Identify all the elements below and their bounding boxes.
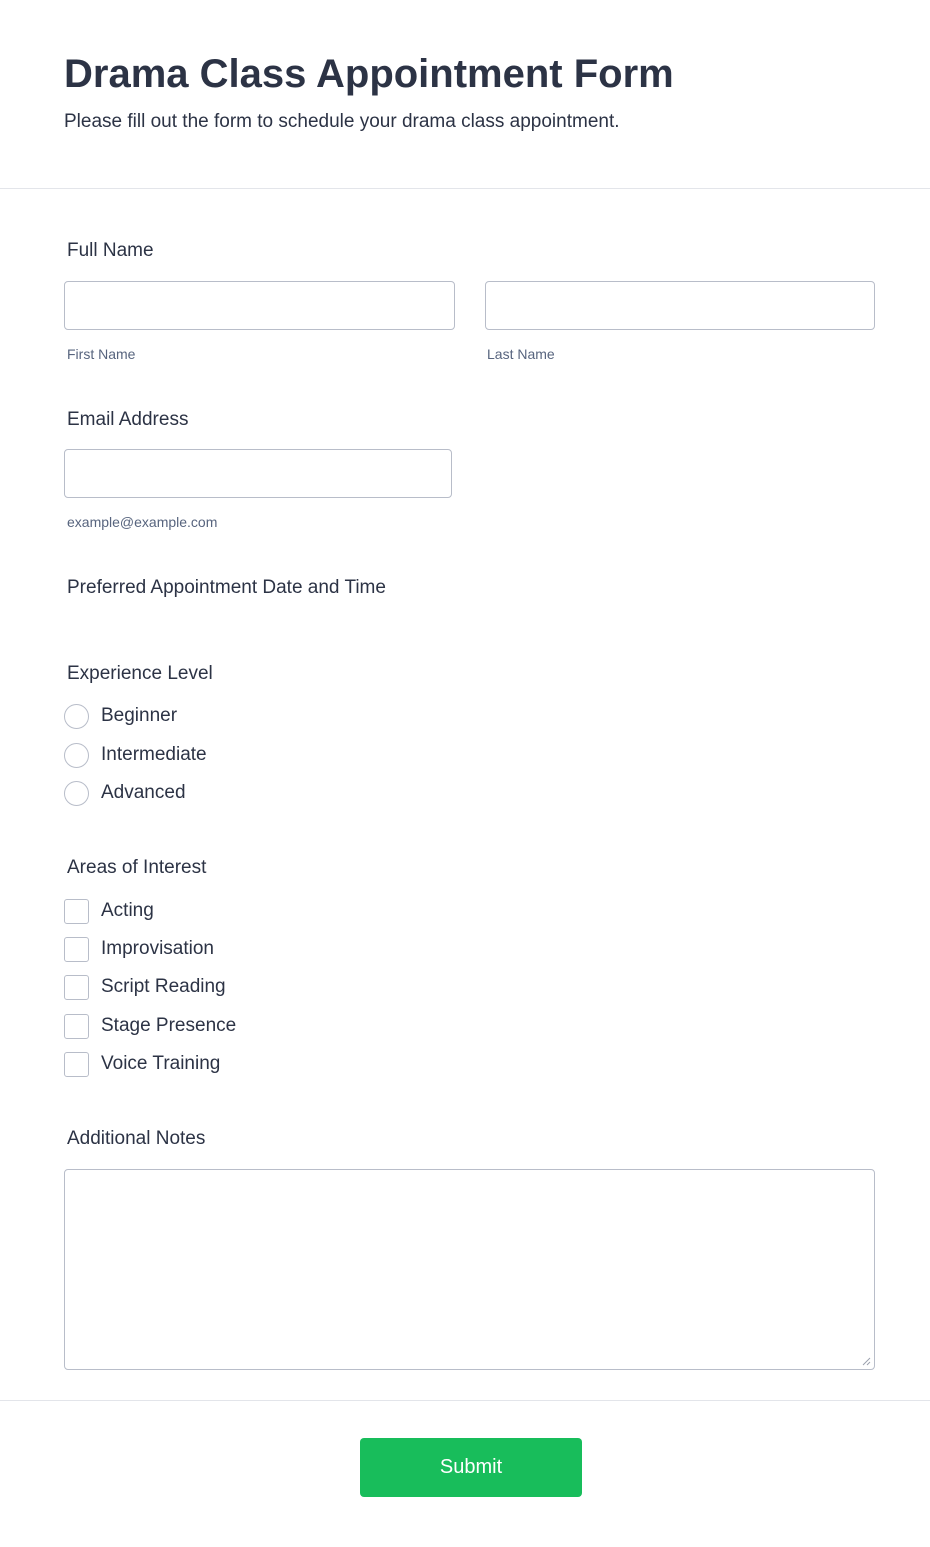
interest-option-stage-presence[interactable] [64,1013,236,1039]
interest-option-improvisation[interactable] [64,936,214,962]
email-label: Email Address [67,409,189,430]
option-label: Advanced [101,782,186,803]
radio-button[interactable] [64,781,89,806]
first-name-sublabel: First Name [67,346,136,362]
checkbox[interactable] [64,899,89,924]
interest-option-voice-training[interactable] [64,1051,220,1077]
page-subtitle: Please fill out the form to schedule your drama class appointment. [64,111,620,132]
last-name-sublabel: Last Name [487,346,555,362]
page-title: Drama Class Appointment Form [64,52,674,96]
notes-label: Additional Notes [67,1128,206,1149]
option-label: Intermediate [101,744,207,765]
last-name-input[interactable] [485,281,875,330]
checkbox[interactable] [64,975,89,1000]
option-label: Voice Training [101,1053,221,1074]
experience-option-advanced[interactable] [64,780,186,806]
submit-button[interactable]: Submit [360,1438,582,1497]
form-header [0,0,930,189]
email-sublabel: example@example.com [67,514,218,530]
radio-button[interactable] [64,743,89,768]
experience-option-intermediate[interactable] [64,742,207,768]
resize-handle-icon[interactable] [861,1356,871,1366]
checkbox[interactable] [64,1052,89,1077]
checkbox[interactable] [64,1014,89,1039]
notes-textarea[interactable] [64,1169,875,1370]
option-label: Stage Presence [101,1015,237,1036]
appointment-label: Preferred Appointment Date and Time [67,577,386,598]
radio-button[interactable] [64,704,89,729]
option-label: Script Reading [101,976,226,997]
first-name-input[interactable] [64,281,455,330]
experience-label: Experience Level [67,663,213,684]
option-label: Acting [101,900,154,921]
option-label: Beginner [101,705,178,726]
checkbox[interactable] [64,937,89,962]
interest-option-script-reading[interactable] [64,974,226,1000]
interests-label: Areas of Interest [67,857,207,878]
email-input[interactable] [64,449,452,498]
full-name-label: Full Name [67,240,154,261]
experience-option-beginner[interactable] [64,703,177,729]
option-label: Improvisation [101,938,214,959]
footer-divider [0,1400,930,1401]
interest-option-acting[interactable] [64,898,154,924]
